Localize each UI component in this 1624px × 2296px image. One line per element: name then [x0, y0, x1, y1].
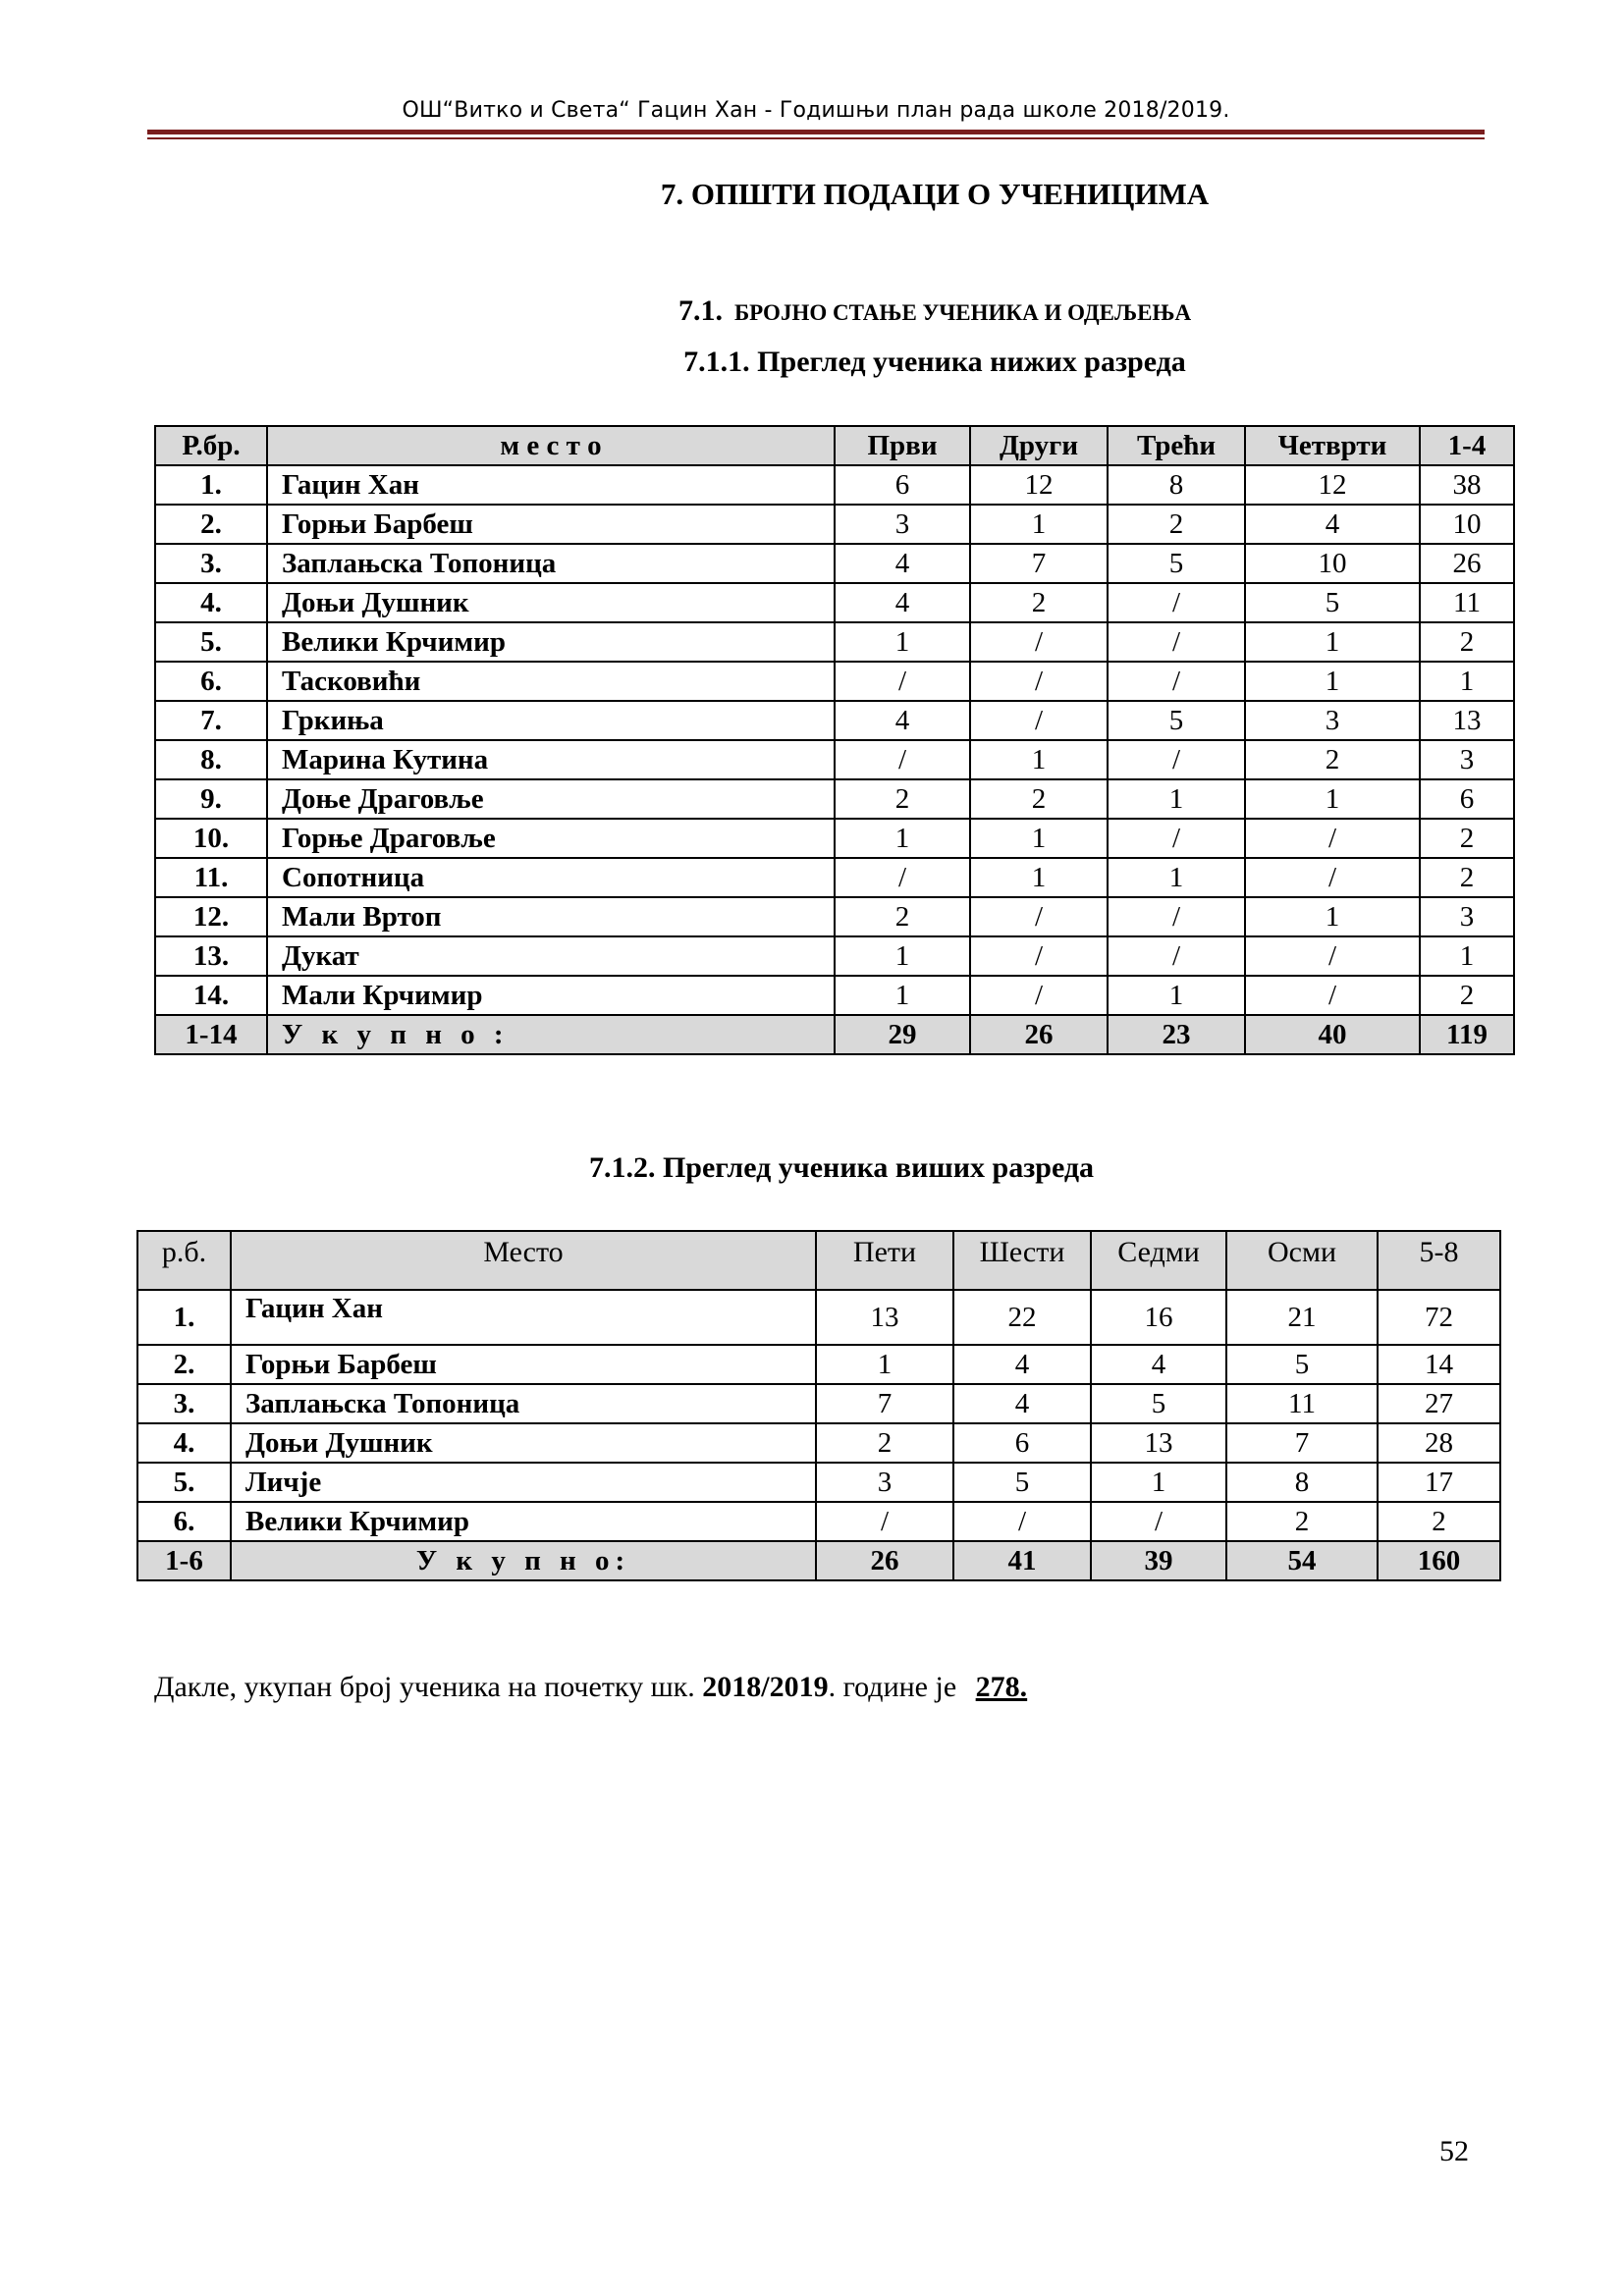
- count-cell: 2: [1420, 819, 1514, 858]
- row-number-cell: 5.: [155, 622, 267, 662]
- count-cell: 3: [1420, 897, 1514, 936]
- table-row: [137, 1384, 1500, 1423]
- place-name-cell: Доњи Душник: [267, 583, 835, 622]
- count-cell: 1: [816, 1345, 953, 1384]
- table-row: [137, 1463, 1500, 1502]
- row-number-cell: 7.: [155, 701, 267, 740]
- count-cell: /: [953, 1502, 1091, 1541]
- count-cell: 6: [953, 1423, 1091, 1463]
- subsection-title: [0, 294, 1624, 328]
- count-cell: 2: [835, 779, 970, 819]
- upper-grades-heading: 7.1.2. Преглед ученика виших разреда: [588, 1151, 1095, 1184]
- count-cell: 1: [835, 936, 970, 976]
- count-cell: 3: [835, 505, 970, 544]
- row-number-cell: 5.: [137, 1463, 231, 1502]
- count-cell: /: [970, 897, 1108, 936]
- count-cell: 11: [1226, 1384, 1378, 1423]
- count-cell: /: [1245, 858, 1420, 897]
- column-header: Четврти: [1245, 426, 1420, 465]
- total-count-cell: 29: [835, 1015, 970, 1054]
- summary-year: 2018/2019: [702, 1671, 829, 1703]
- table-row: [155, 779, 1514, 819]
- table-header-row: [137, 1231, 1500, 1290]
- place-name-cell: Горњи Барбеш: [267, 505, 835, 544]
- count-cell: 2: [835, 897, 970, 936]
- count-cell: /: [835, 740, 970, 779]
- count-cell: 5: [1108, 544, 1245, 583]
- table-row: [137, 1290, 1500, 1345]
- table-total-row: [155, 1015, 1514, 1054]
- total-count-cell: 160: [1378, 1541, 1500, 1580]
- place-name-cell: Сопотница: [267, 858, 835, 897]
- count-cell: /: [1108, 662, 1245, 701]
- count-cell: 1: [835, 976, 970, 1015]
- column-header: Други: [970, 426, 1108, 465]
- column-header: Р.бр.: [155, 426, 267, 465]
- total-count-cell: 40: [1245, 1015, 1420, 1054]
- place-name-cell: Личје: [231, 1463, 816, 1502]
- count-cell: 2: [970, 779, 1108, 819]
- count-cell: /: [1108, 897, 1245, 936]
- row-number-cell: 2.: [155, 505, 267, 544]
- count-cell: /: [1245, 819, 1420, 858]
- count-cell: /: [835, 662, 970, 701]
- table-row: [155, 505, 1514, 544]
- section-title: 7. ОПШТИ ПОДАЦИ О УЧЕНИЦИМА: [660, 177, 1210, 211]
- table-total-row: [137, 1541, 1500, 1580]
- count-cell: 1: [1091, 1463, 1226, 1502]
- count-cell: /: [1108, 936, 1245, 976]
- column-header: Осми: [1226, 1231, 1378, 1290]
- subsection-number: 7.1.: [677, 294, 723, 327]
- table-row: [137, 1345, 1500, 1384]
- total-count-cell: 54: [1226, 1541, 1378, 1580]
- count-cell: 3: [1420, 740, 1514, 779]
- table-row: [155, 858, 1514, 897]
- table-row: [155, 583, 1514, 622]
- upper-grades-table: [136, 1230, 1501, 1581]
- lower-grades-table: [154, 425, 1515, 1055]
- count-cell: 2: [1420, 858, 1514, 897]
- place-name-cell: Гацин Хан: [231, 1290, 816, 1345]
- count-cell: 11: [1420, 583, 1514, 622]
- row-number-cell: 1.: [155, 465, 267, 505]
- total-label-cell: У к у п н о :: [267, 1015, 835, 1054]
- place-name-cell: Мали Крчимир: [267, 976, 835, 1015]
- count-cell: /: [1091, 1502, 1226, 1541]
- table-row: [155, 701, 1514, 740]
- count-cell: 1: [970, 819, 1108, 858]
- row-number-cell: 4.: [137, 1423, 231, 1463]
- count-cell: 5: [953, 1463, 1091, 1502]
- count-cell: 1: [1245, 662, 1420, 701]
- count-cell: /: [970, 622, 1108, 662]
- place-name-cell: Заплањска Топоница: [231, 1384, 816, 1423]
- count-cell: 1: [1245, 779, 1420, 819]
- count-cell: 6: [1420, 779, 1514, 819]
- summary-text-end: . године је: [828, 1671, 964, 1703]
- total-count-cell: 41: [953, 1541, 1091, 1580]
- count-cell: 12: [970, 465, 1108, 505]
- count-cell: 2: [1420, 976, 1514, 1015]
- place-name-cell: Велики Крчимир: [267, 622, 835, 662]
- column-header: Место: [231, 1231, 816, 1290]
- count-cell: 3: [816, 1463, 953, 1502]
- total-count-cell: 119: [1420, 1015, 1514, 1054]
- count-cell: 28: [1378, 1423, 1500, 1463]
- table-row: [155, 465, 1514, 505]
- column-header: Шести: [953, 1231, 1091, 1290]
- row-number-cell: 11.: [155, 858, 267, 897]
- summary-sentence: [154, 1671, 1027, 1704]
- count-cell: 12: [1245, 465, 1420, 505]
- count-cell: /: [970, 936, 1108, 976]
- count-cell: 4: [1091, 1345, 1226, 1384]
- count-cell: 7: [970, 544, 1108, 583]
- count-cell: /: [1245, 976, 1420, 1015]
- count-cell: 1: [1420, 936, 1514, 976]
- table-row: [155, 976, 1514, 1015]
- row-number-cell: 10.: [155, 819, 267, 858]
- summary-total: 278.: [975, 1671, 1028, 1703]
- count-cell: 4: [835, 583, 970, 622]
- column-header: м е с т о: [267, 426, 835, 465]
- count-cell: 1: [835, 622, 970, 662]
- count-cell: 4: [835, 701, 970, 740]
- count-cell: 14: [1378, 1345, 1500, 1384]
- document-header: ОШ“Витко и Света“ Гацин Хан - Годишњи план рада школе 2018/2019.: [402, 98, 1230, 123]
- count-cell: 1: [1108, 779, 1245, 819]
- count-cell: 7: [816, 1384, 953, 1423]
- count-cell: 8: [1226, 1463, 1378, 1502]
- total-count-cell: 26: [970, 1015, 1108, 1054]
- row-number-cell: 3.: [137, 1384, 231, 1423]
- row-number-cell: 14.: [155, 976, 267, 1015]
- total-count-cell: 39: [1091, 1541, 1226, 1580]
- row-number-cell: 3.: [155, 544, 267, 583]
- count-cell: 4: [1245, 505, 1420, 544]
- place-name-cell: Доњи Душник: [231, 1423, 816, 1463]
- count-cell: /: [970, 976, 1108, 1015]
- column-header: р.б.: [137, 1231, 231, 1290]
- count-cell: 6: [835, 465, 970, 505]
- count-cell: 1: [970, 740, 1108, 779]
- column-header: Седми: [1091, 1231, 1226, 1290]
- count-cell: 4: [953, 1384, 1091, 1423]
- count-cell: 5: [1091, 1384, 1226, 1423]
- place-name-cell: Горње Драговље: [267, 819, 835, 858]
- total-label-cell: У к у п н о:: [231, 1541, 816, 1580]
- count-cell: /: [970, 701, 1108, 740]
- table-row: [155, 544, 1514, 583]
- place-name-cell: Горњи Барбеш: [231, 1345, 816, 1384]
- count-cell: 1: [835, 819, 970, 858]
- count-cell: 5: [1245, 583, 1420, 622]
- place-name-cell: Доње Драговље: [267, 779, 835, 819]
- row-number-cell: 1.: [137, 1290, 231, 1345]
- column-header: Пети: [816, 1231, 953, 1290]
- count-cell: 1: [970, 858, 1108, 897]
- count-cell: /: [835, 858, 970, 897]
- count-cell: /: [970, 662, 1108, 701]
- column-header: Први: [835, 426, 970, 465]
- total-count-cell: 23: [1108, 1015, 1245, 1054]
- count-cell: 2: [1226, 1502, 1378, 1541]
- count-cell: 10: [1245, 544, 1420, 583]
- table-row: [155, 819, 1514, 858]
- row-number-cell: 6.: [155, 662, 267, 701]
- place-name-cell: Гацин Хан: [267, 465, 835, 505]
- lower-grades-heading: 7.1.1. Преглед ученика нижих разреда: [683, 346, 1186, 378]
- count-cell: 1: [1420, 662, 1514, 701]
- place-name-cell: Мали Вртоп: [267, 897, 835, 936]
- count-cell: 26: [1420, 544, 1514, 583]
- header-rule: [147, 130, 1485, 134]
- table-row: [137, 1423, 1500, 1463]
- count-cell: 2: [1420, 622, 1514, 662]
- count-cell: 3: [1245, 701, 1420, 740]
- count-cell: 5: [1108, 701, 1245, 740]
- count-cell: /: [816, 1502, 953, 1541]
- count-cell: 1: [1245, 622, 1420, 662]
- place-name-cell: Велики Крчимир: [231, 1502, 816, 1541]
- count-cell: 38: [1420, 465, 1514, 505]
- count-cell: /: [1245, 936, 1420, 976]
- count-cell: 2: [1108, 505, 1245, 544]
- count-cell: 2: [1378, 1502, 1500, 1541]
- count-cell: /: [1108, 583, 1245, 622]
- header-rule-thin: [147, 137, 1485, 139]
- count-cell: 16: [1091, 1290, 1226, 1345]
- table-row: [155, 662, 1514, 701]
- count-cell: 1: [1245, 897, 1420, 936]
- count-cell: /: [1108, 819, 1245, 858]
- count-cell: 13: [816, 1290, 953, 1345]
- count-cell: 5: [1226, 1345, 1378, 1384]
- summary-text: Дакле, укупан број ученика на почетку шк.: [154, 1671, 703, 1703]
- column-header: Трећи: [1108, 426, 1245, 465]
- count-cell: 4: [953, 1345, 1091, 1384]
- row-number-cell: 2.: [137, 1345, 231, 1384]
- count-cell: 27: [1378, 1384, 1500, 1423]
- table-row: [155, 936, 1514, 976]
- count-cell: 7: [1226, 1423, 1378, 1463]
- count-cell: 72: [1378, 1290, 1500, 1345]
- place-name-cell: Марина Кутина: [267, 740, 835, 779]
- count-cell: 2: [816, 1423, 953, 1463]
- subsection-text: БРОЈНО СТАЊЕ УЧЕНИКА И ОДЕЉЕЊА: [733, 300, 1192, 325]
- count-cell: 4: [835, 544, 970, 583]
- total-range-cell: 1-14: [155, 1015, 267, 1054]
- count-cell: 2: [1245, 740, 1420, 779]
- place-name-cell: Гркиња: [267, 701, 835, 740]
- column-header: 1-4: [1420, 426, 1514, 465]
- row-number-cell: 9.: [155, 779, 267, 819]
- place-name-cell: Тасковићи: [267, 662, 835, 701]
- total-range-cell: 1-6: [137, 1541, 231, 1580]
- count-cell: 1: [1108, 858, 1245, 897]
- row-number-cell: 6.: [137, 1502, 231, 1541]
- table-row: [155, 622, 1514, 662]
- count-cell: 13: [1420, 701, 1514, 740]
- table-row: [137, 1502, 1500, 1541]
- count-cell: 17: [1378, 1463, 1500, 1502]
- count-cell: 10: [1420, 505, 1514, 544]
- count-cell: /: [1108, 740, 1245, 779]
- place-name-cell: Заплањска Топоница: [267, 544, 835, 583]
- count-cell: /: [1108, 622, 1245, 662]
- column-header: 5-8: [1378, 1231, 1500, 1290]
- row-number-cell: 12.: [155, 897, 267, 936]
- total-count-cell: 26: [816, 1541, 953, 1580]
- table-row: [155, 740, 1514, 779]
- count-cell: 21: [1226, 1290, 1378, 1345]
- place-name-cell: Дукат: [267, 936, 835, 976]
- count-cell: 1: [970, 505, 1108, 544]
- count-cell: 1: [1108, 976, 1245, 1015]
- count-cell: 22: [953, 1290, 1091, 1345]
- row-number-cell: 13.: [155, 936, 267, 976]
- count-cell: 8: [1108, 465, 1245, 505]
- count-cell: 2: [970, 583, 1108, 622]
- table-row: [155, 897, 1514, 936]
- row-number-cell: 4.: [155, 583, 267, 622]
- row-number-cell: 8.: [155, 740, 267, 779]
- table-header-row: [155, 426, 1514, 465]
- page-number: 52: [1439, 2135, 1469, 2167]
- count-cell: 13: [1091, 1423, 1226, 1463]
